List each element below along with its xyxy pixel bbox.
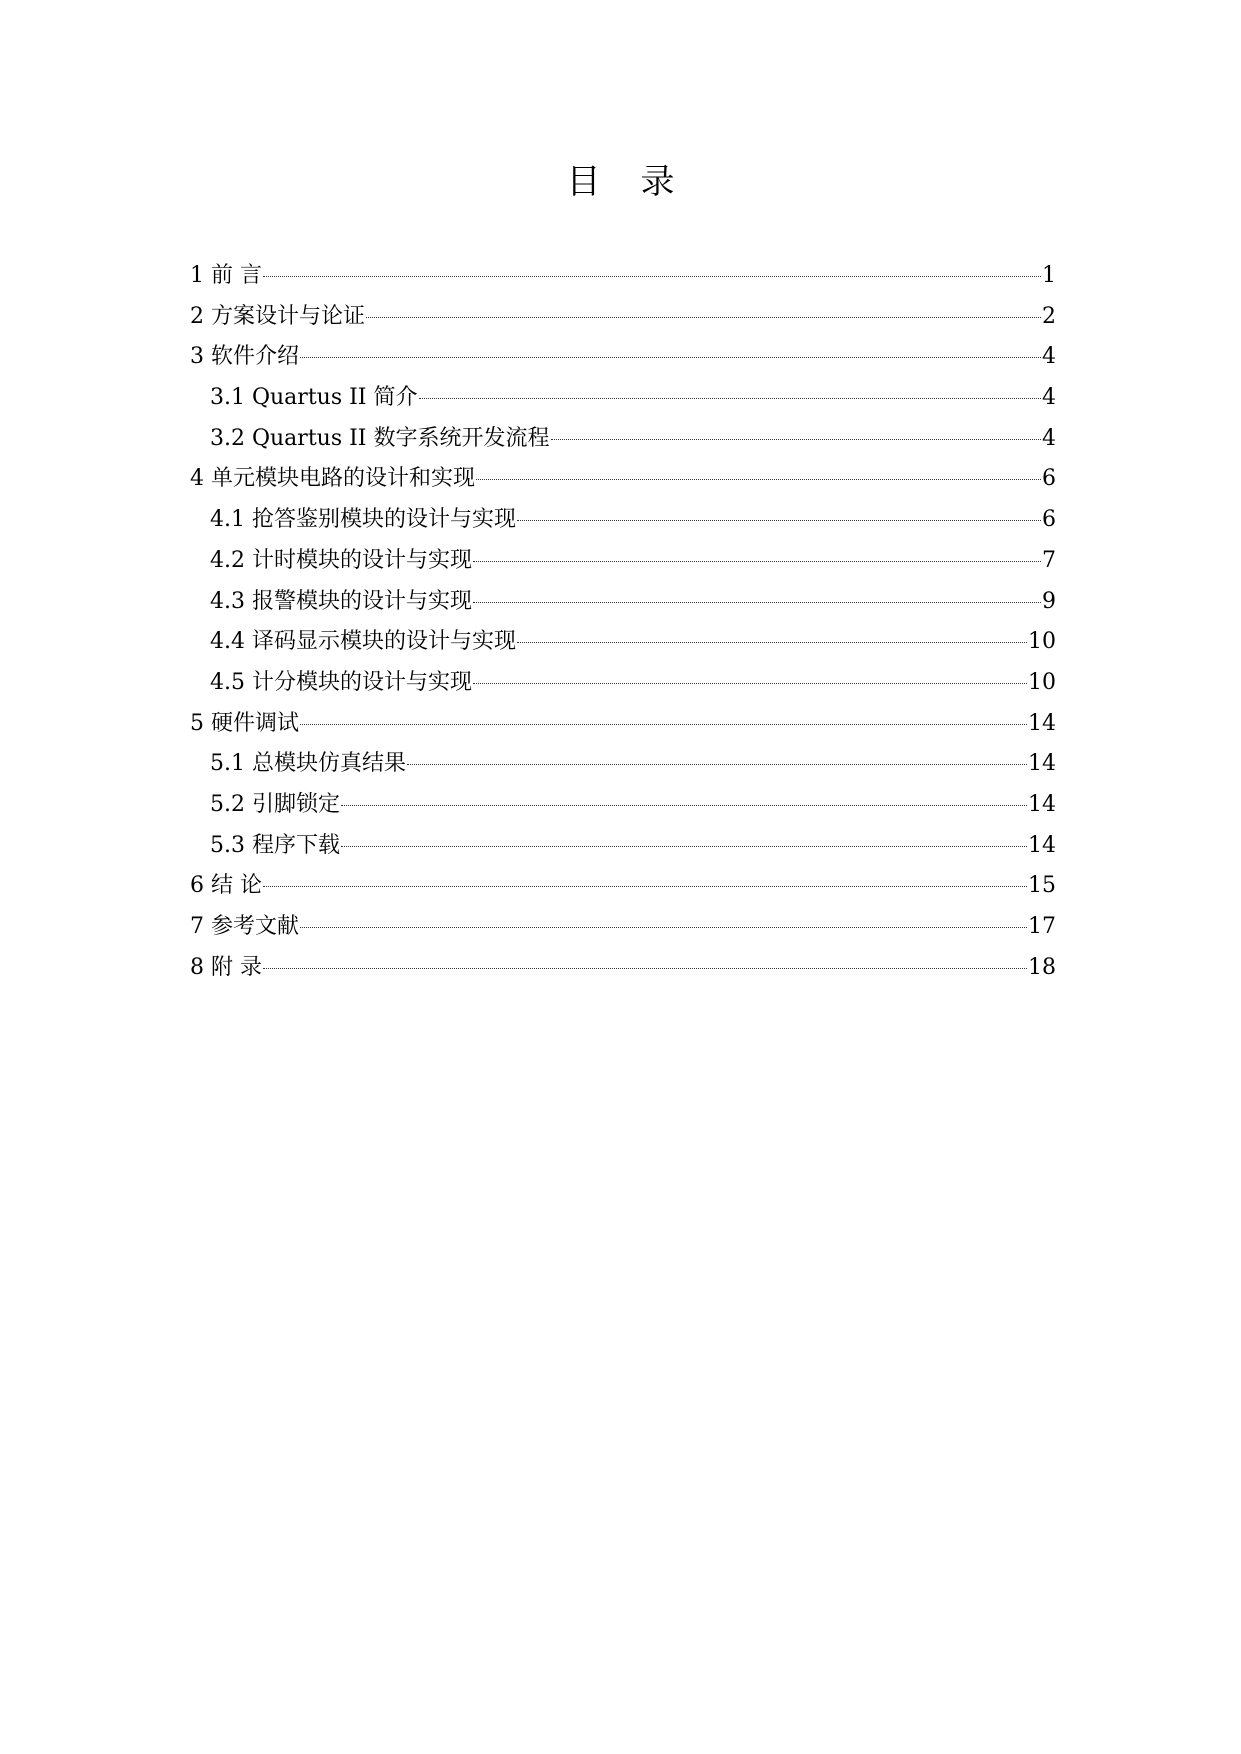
toc-entry[interactable] [190,709,1056,750]
dot-leader [419,398,1042,399]
toc-entry[interactable] [190,627,1056,668]
toc-entry-label: 1 前 言 [190,263,262,288]
dot-leader [476,479,1041,480]
toc-entry[interactable] [190,383,1056,424]
toc-entry-page-number: 14 [1028,751,1056,777]
dot-leader [473,561,1041,562]
toc-entry-page-number: 14 [1028,791,1056,817]
toc-entry-page-number: 9 [1042,588,1056,614]
toc-entry-page-number: 7 [1042,547,1056,573]
toc-entry[interactable] [190,261,1056,302]
dot-leader [300,357,1041,358]
toc-entry-page-number: 14 [1028,710,1056,736]
toc-entry[interactable] [190,546,1056,587]
toc-entry-page-number: 1 [1042,263,1056,288]
toc-entry[interactable] [190,464,1056,505]
dot-leader [407,764,1027,765]
toc-entry-page-number: 4 [1042,425,1056,451]
toc-entry[interactable] [190,912,1056,953]
toc-entry-page-number: 4 [1042,344,1056,370]
dot-leader [551,439,1042,440]
dot-leader [300,927,1027,928]
toc-entry[interactable] [190,505,1056,546]
toc-entry-label: 7 参考文献 [190,914,299,939]
toc-entry[interactable] [190,302,1056,343]
toc-entry-page-number: 17 [1028,914,1056,939]
dot-leader [263,276,1041,277]
toc-entry-label: 3.2 Quartus II 数字系统开发流程 [210,425,550,451]
toc-entry-label: 5 硬件调试 [190,710,299,736]
toc-entry-label: 4.1 抢答鉴别模块的设计与实现 [210,507,516,533]
toc-entry[interactable] [190,790,1056,831]
toc-entry-label: 5.1 总模块仿真结果 [210,751,406,777]
toc-entry-label: 4.2 计时模块的设计与实现 [210,547,472,573]
toc-entry-label: 4.4 译码显示模块的设计与实现 [210,629,516,655]
toc-entry-label: 4 单元模块电路的设计和实现 [190,466,475,492]
toc-entry-label: 3.1 Quartus II 简介 [210,385,418,411]
toc-entry-page-number: 14 [1028,832,1056,858]
toc-entry[interactable] [190,587,1056,628]
toc-entry-label: 5.3 程序下载 [210,832,340,858]
dot-leader [473,602,1041,603]
dot-leader [517,520,1041,521]
dot-leader [300,724,1027,725]
toc-entry[interactable] [190,668,1056,709]
dot-leader [517,642,1027,643]
toc-entry[interactable] [190,342,1056,383]
toc-entry-label: 4.3 报警模块的设计与实现 [210,588,472,614]
dot-leader [473,683,1027,684]
toc-entry[interactable] [190,953,1056,994]
dot-leader [263,968,1027,969]
table-of-contents [190,261,1056,993]
toc-entry-label: 6 结 论 [190,873,262,899]
toc-entry-page-number: 18 [1028,954,1056,980]
toc-entry[interactable] [190,749,1056,790]
toc-entry-page-number: 6 [1042,507,1056,533]
toc-entry-label: 8 附 录 [190,954,262,980]
toc-entry[interactable] [190,831,1056,872]
toc-entry-label: 5.2 引脚锁定 [210,791,340,817]
dot-leader [366,317,1041,318]
dot-leader [341,846,1027,847]
toc-entry-label: 3 软件介绍 [190,344,299,370]
toc-entry[interactable] [190,424,1056,465]
toc-entry-page-number: 10 [1028,669,1056,695]
toc-entry-label: 4.5 计分模块的设计与实现 [210,669,472,695]
toc-entry-page-number: 10 [1028,629,1056,655]
dot-leader [341,805,1027,806]
toc-entry-label: 2 方案设计与论证 [190,303,365,329]
toc-entry[interactable] [190,871,1056,912]
page-title: 目录 [566,162,715,202]
dot-leader [263,886,1027,887]
toc-entry-page-number: 6 [1042,466,1056,492]
toc-entry-page-number: 4 [1042,385,1056,411]
toc-entry-page-number: 15 [1028,873,1056,899]
toc-entry-page-number: 2 [1042,303,1056,329]
